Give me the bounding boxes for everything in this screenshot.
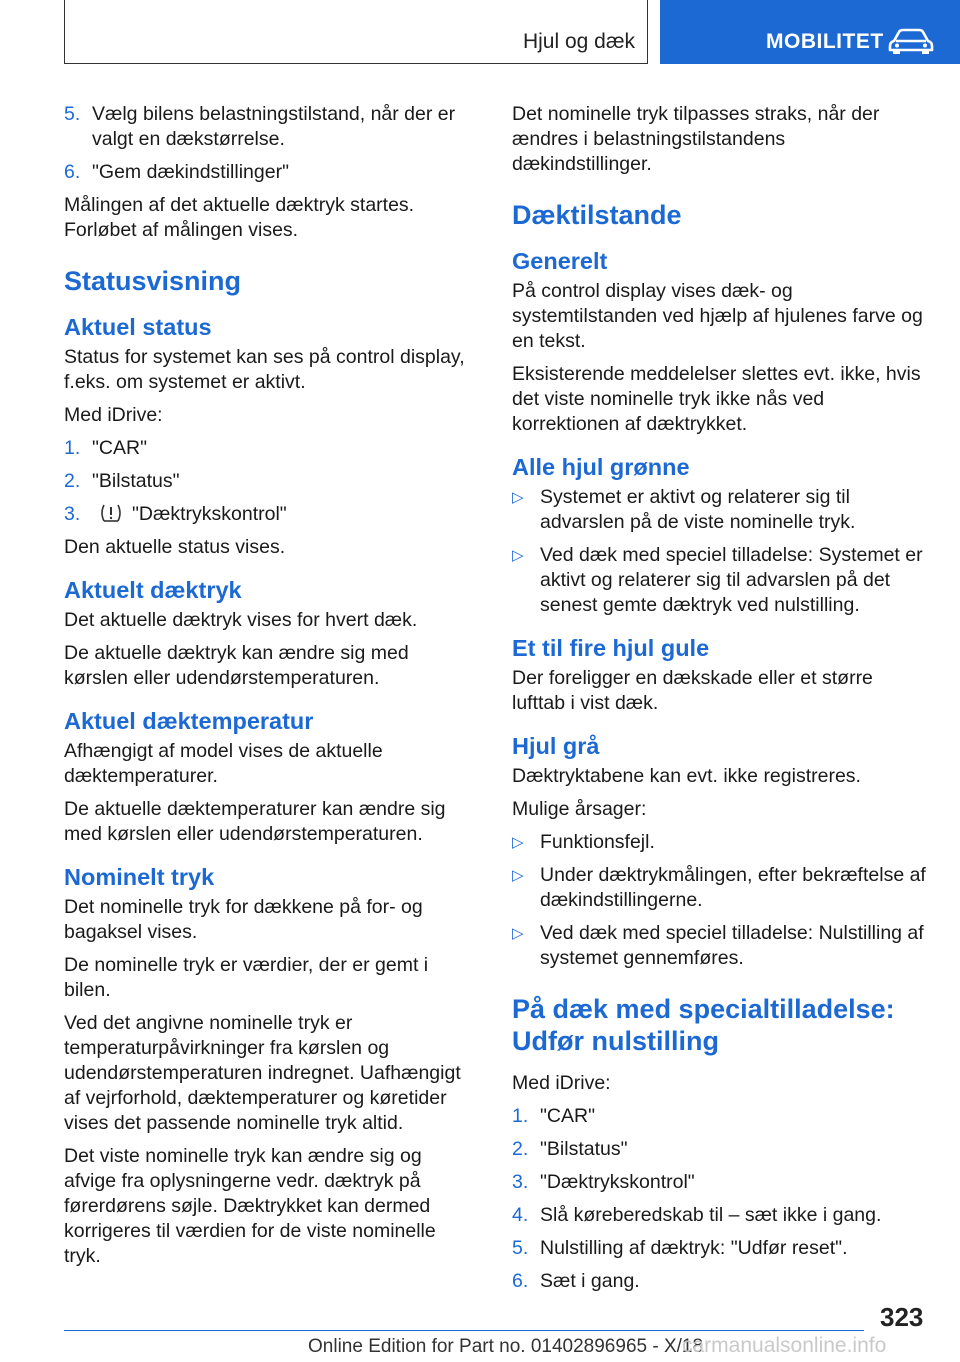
bullet-text: Ved dæk med speciel tilladelse: Nulstilling af systemet gennemføres.	[540, 922, 924, 969]
bullet-text: Under dæktrykmålingen, efter bekræftelse af dækindstillingerne.	[540, 864, 926, 911]
watermark: carmanualsonline.info	[682, 1334, 887, 1357]
paragraph: På control display vises dæk- og systemtilstanden ved hjælp af hjulenes farve og en tekst.	[512, 280, 923, 352]
heading-et-til-fire-hjul-gule: Et til fire hjul gule	[512, 635, 710, 661]
tire-pressure-warning-icon	[98, 503, 124, 523]
paragraph: Der foreligger en dækskade eller et større lufttab i vist dæk.	[512, 667, 873, 714]
bullet-text: Ved dæk med speciel tilladelse: Systemet er aktivt og relaterer sig til advarslen på det senest gemte dæktryk ved nulstilling.	[540, 544, 923, 616]
step-number: 6.	[64, 161, 81, 183]
heading-statusvisning: Statusvisning	[64, 266, 242, 296]
paragraph: Ved det angivne nominelle tryk er temperaturpåvirkninger fra kørslen og udendørstemperaturen indregnet. Uafhængigt af vejrforhold, dæktemperaturer og køretider vises det passende nominelle tryk altid.	[64, 1012, 461, 1134]
step-text: Vælg bilens belastningstilstand, når der er valgt en dækstørrelse.	[92, 103, 456, 150]
paragraph: Det nominelle tryk for dækkene på for- og bagaksel vises.	[64, 896, 423, 943]
heading-hjul-graa: Hjul grå	[512, 733, 600, 759]
page-number: 323	[880, 1302, 924, 1332]
heading-aktuel-daektemperatur: Aktuel dæktemperatur	[64, 708, 314, 734]
section-header-box	[64, 0, 648, 64]
step-text: "Bilstatus"	[540, 1138, 628, 1160]
bullet-text: Systemet er aktivt og relaterer sig til advarslen på de viste nominelle tryk.	[540, 486, 856, 533]
paragraph: Eksisterende meddelelser slettes evt. ikke, hvis det viste nominelle tryk ikke nås ved korrektionen af dæktrykket.	[512, 363, 921, 435]
list-item	[512, 1236, 930, 1261]
paragraph: De aktuelle dæktryk kan ændre sig med kørslen eller udendørstemperaturen.	[64, 642, 409, 689]
list-item	[64, 436, 476, 461]
paragraph: Det viste nominelle tryk kan ændre sig og afvige fra oplysningerne vedr. dæktryk på førerdørens søjle. Dæktrykket kan dermed korrigeres til værdien for de viste nominelle tryk.	[64, 1145, 436, 1267]
heading-aktuelt-daektryk: Aktuelt dæktryk	[64, 577, 242, 603]
right-column	[512, 102, 930, 1302]
list-item	[512, 1269, 930, 1294]
car-icon	[888, 28, 934, 54]
step-text: "Bilstatus"	[92, 470, 180, 492]
heading-alle-hjul-groenne: Alle hjul grønne	[512, 454, 690, 480]
step-text: "Dæktrykskontrol"	[540, 1171, 695, 1193]
list-item	[512, 1203, 930, 1228]
step-text: Nulstilling af dæktryk: "Udfør reset".	[540, 1237, 848, 1259]
step-text: "CAR"	[540, 1105, 596, 1127]
step-text-with-icon	[92, 502, 476, 527]
list-item	[512, 921, 930, 971]
list-item	[64, 502, 476, 527]
heading-generelt: Generelt	[512, 248, 608, 274]
bullet-triangle-icon: ▷	[512, 867, 524, 884]
chapter-title: MOBILITET	[766, 30, 884, 53]
bullet-triangle-icon: ▷	[512, 834, 524, 851]
step-number: 1.	[512, 1105, 529, 1127]
paragraph: Det aktuelle dæktryk vises for hvert dæk.	[64, 609, 418, 631]
bullet-triangle-icon: ▷	[512, 489, 524, 506]
bullet-text: Funktionsfejl.	[540, 831, 655, 853]
heading-daektilstande: Dæktilstande	[512, 200, 682, 230]
footer-divider	[64, 1330, 864, 1331]
step-text: Slå køreberedskab til – sæt ikke i gang.	[540, 1204, 882, 1226]
bullet-triangle-icon: ▷	[512, 925, 524, 942]
step-text: "CAR"	[92, 437, 148, 459]
edition-text: Online Edition for Part no. 01402896965 - X/18	[308, 1336, 704, 1357]
step-text: Sæt i gang.	[540, 1270, 640, 1292]
list-item	[512, 543, 930, 618]
step-text: "Gem dækindstillinger"	[92, 161, 289, 183]
list-item	[512, 1104, 930, 1129]
paragraph: Afhængigt af model vises de aktuelle dæktemperaturer.	[64, 740, 383, 787]
paragraph: Med iDrive:	[512, 1072, 611, 1094]
paragraph: Dæktryktabene kan evt. ikke registreres.	[512, 765, 861, 787]
left-column	[64, 102, 476, 1277]
heading-aktuel-status: Aktuel status	[64, 314, 212, 340]
page-header	[0, 0, 960, 66]
step-number: 1.	[64, 437, 81, 459]
step-number: 6.	[512, 1270, 529, 1292]
step-number: 4.	[512, 1204, 529, 1226]
list-item	[512, 485, 930, 535]
bullet-triangle-icon: ▷	[512, 547, 524, 564]
step-number: 3.	[64, 503, 81, 525]
section-title: Hjul og dæk	[522, 30, 635, 53]
step-number: 3.	[512, 1171, 529, 1193]
paragraph: De aktuelle dæktemperaturer kan ændre sig med kørslen eller udendørstemperaturen.	[64, 798, 446, 845]
step-number: 2.	[64, 470, 81, 492]
paragraph: De nominelle tryk er værdier, der er gemt i bilen.	[64, 954, 429, 1001]
paragraph: Med iDrive:	[64, 404, 163, 426]
list-item	[512, 1170, 930, 1195]
paragraph: Det nominelle tryk tilpasses straks, når der ændres i belastningstilstandens dækindstillinger.	[512, 103, 880, 175]
list-item	[64, 160, 476, 185]
step-number: 5.	[512, 1237, 529, 1259]
paragraph: Målingen af det aktuelle dæktryk startes. Forløbet af målingen vises.	[64, 194, 415, 241]
paragraph: Den aktuelle status vises.	[64, 536, 286, 558]
heading-specialtilladelse-nulstilling: På dæk med specialtilladelse: Udfør nulstilling	[512, 994, 895, 1056]
step-number: 2.	[512, 1138, 529, 1160]
heading-nominelt-tryk: Nominelt tryk	[64, 864, 215, 890]
list-item	[64, 102, 476, 152]
step-number: 5.	[64, 103, 81, 125]
paragraph: Status for systemet kan ses på control display, f.eks. om systemet er aktivt.	[64, 346, 465, 393]
list-item	[512, 830, 930, 855]
list-item	[512, 1137, 930, 1162]
list-item	[64, 469, 476, 494]
step-text: "Dæktrykskontrol"	[132, 503, 287, 525]
chapter-tab	[660, 0, 960, 64]
paragraph: Mulige årsager:	[512, 798, 647, 820]
list-item	[512, 863, 930, 913]
